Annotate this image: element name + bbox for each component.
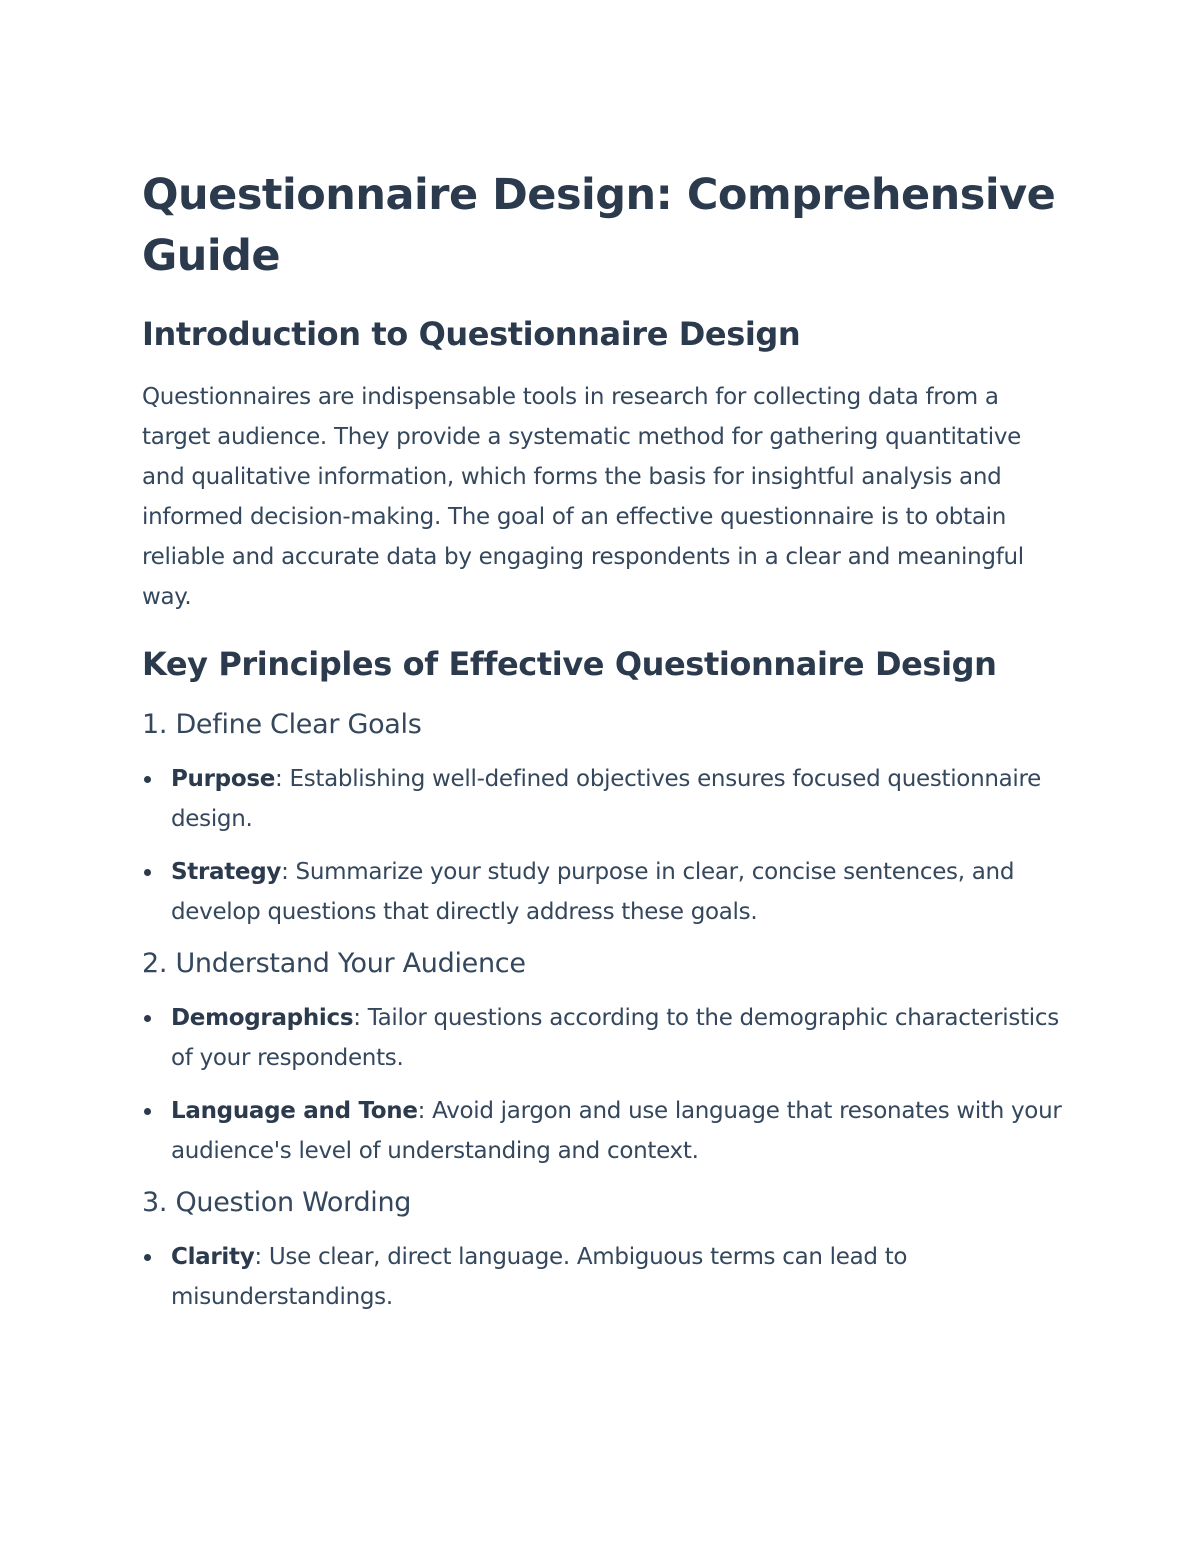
list-item-term: Purpose: [171, 766, 276, 792]
list-item-text: : Establishing well-defined objectives ensures focused questionnaire design.: [171, 766, 1042, 832]
principle-heading-audience: 2. Understand Your Audience: [142, 948, 526, 979]
bullet-icon: [144, 1108, 151, 1115]
list-item: [142, 1237, 1062, 1317]
list-item-term: Clarity: [171, 1244, 255, 1270]
section-heading-key-principles: Key Principles of Effective Questionnaire Design: [142, 645, 997, 683]
bullet-icon: [144, 1015, 151, 1022]
list-item: [142, 1091, 1062, 1171]
list-item-text: : Summarize your study purpose in clear, concise sentences, and develop questions that directly address these goals.: [171, 859, 1015, 925]
list-item: [142, 998, 1062, 1078]
list-item: [142, 759, 1062, 839]
principle-heading-wording: 3. Question Wording: [142, 1187, 412, 1218]
introduction-paragraph: Questionnaires are indispensable tools in research for collecting data from a target audience. They provide a systematic method for gathering quantitative and qualitative information, which forms the basis for insightful analysis and informed decision-making. The goal of an effective questionnaire is to obtain reliable and accurate data by engaging respondents in a clear and meaningful way.: [142, 384, 1024, 610]
bullet-icon: [144, 776, 151, 783]
principle-heading-goals: 1. Define Clear Goals: [142, 709, 422, 740]
document-page: [142, 165, 1062, 1331]
bullet-icon: [144, 869, 151, 876]
section-heading-introduction: Introduction to Questionnaire Design: [142, 315, 801, 353]
list-item: [142, 852, 1062, 932]
list-item-text: : Use clear, direct language. Ambiguous terms can lead to misunderstandings.: [171, 1244, 908, 1310]
principle-list-wording: [142, 1237, 1062, 1317]
list-item-term: Demographics: [171, 1005, 354, 1031]
principle-list-goals: [142, 759, 1062, 932]
principle-list-audience: [142, 998, 1062, 1171]
bullet-icon: [144, 1254, 151, 1261]
list-item-text: : Tailor questions according to the demographic characteristics of your respondents.: [171, 1005, 1059, 1071]
list-item-term: Strategy: [171, 859, 282, 885]
document-title: Questionnaire Design: Comprehensive Guide: [142, 170, 1056, 281]
list-item-text: : Avoid jargon and use language that resonates with your audience's level of understanding and context.: [171, 1098, 1062, 1164]
list-item-term: Language and Tone: [171, 1098, 418, 1124]
